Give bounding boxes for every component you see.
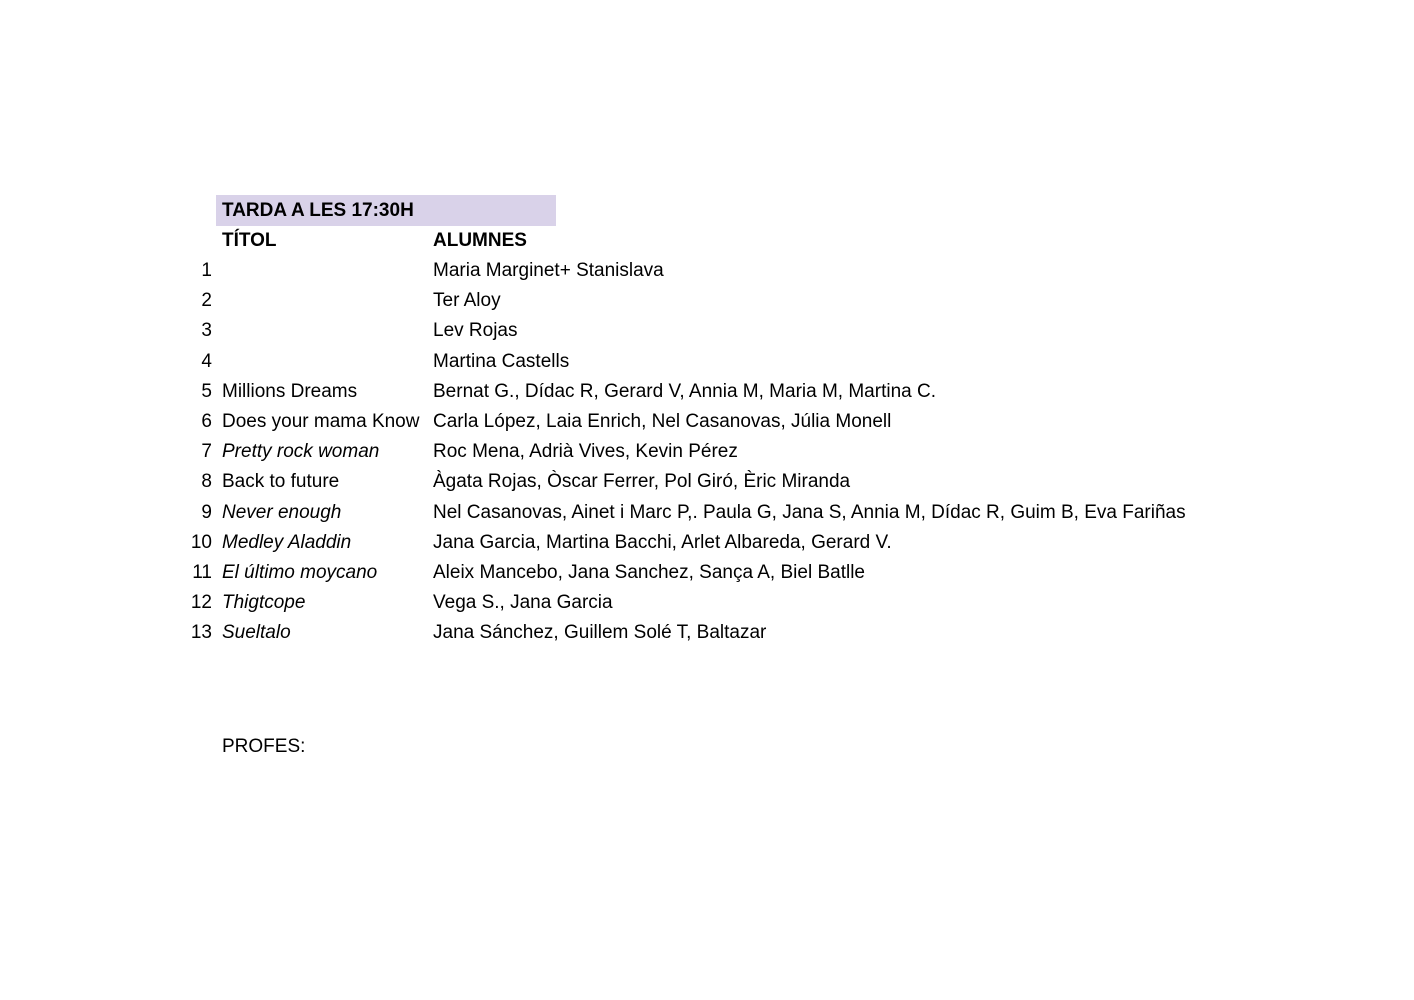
student-names: Jana Garcia, Martina Bacchi, Arlet Albareda, Gerard V. bbox=[433, 531, 892, 553]
table-row bbox=[0, 561, 1414, 591]
row-number: 4 bbox=[201, 350, 212, 372]
row-number: 11 bbox=[192, 561, 212, 583]
table-row bbox=[0, 319, 1414, 349]
student-names: Roc Mena, Adrià Vives, Kevin Pérez bbox=[433, 441, 738, 463]
song-title: Sueltalo bbox=[222, 622, 291, 644]
song-title: Millions Dreams bbox=[222, 380, 358, 402]
column-header-students: ALUMNES bbox=[433, 230, 527, 251]
row-number: 3 bbox=[201, 320, 212, 342]
table-row bbox=[0, 410, 1414, 440]
row-number: 5 bbox=[201, 380, 212, 402]
performance-list bbox=[0, 259, 1414, 651]
session-title: TARDA A LES 17:30H bbox=[222, 200, 414, 221]
table-row bbox=[0, 380, 1414, 410]
student-names: Vega S., Jana Garcia bbox=[433, 592, 613, 614]
row-number: 9 bbox=[201, 501, 212, 523]
student-names: Jana Sánchez, Guillem Solé T, Baltazar bbox=[433, 622, 767, 644]
table-row bbox=[0, 440, 1414, 470]
student-names: Nel Casanovas, Ainet i Marc P,. Paula G, Jana S, Annia M, Dídac R, Guim B, Eva Fariñas bbox=[433, 501, 1186, 523]
row-number: 2 bbox=[201, 290, 212, 312]
student-names: Bernat G., Dídac R, Gerard V, Annia M, Maria M, Martina C. bbox=[433, 380, 936, 402]
table-row bbox=[0, 501, 1414, 531]
student-names: Aleix Mancebo, Jana Sanchez, Sança A, Biel Batlle bbox=[433, 561, 865, 583]
student-names: Maria Marginet+ Stanislava bbox=[433, 260, 664, 281]
song-title: Does your mama Know bbox=[222, 410, 420, 432]
song-title: Back to future bbox=[222, 471, 340, 493]
column-header-title: TÍTOL bbox=[222, 230, 277, 251]
table-row bbox=[0, 289, 1414, 319]
row-number: 8 bbox=[201, 471, 212, 493]
song-title: El último moycano bbox=[222, 561, 378, 583]
row-number: 13 bbox=[190, 622, 212, 644]
student-names: Ter Aloy bbox=[433, 290, 501, 312]
row-number: 12 bbox=[190, 592, 212, 614]
table-row bbox=[0, 350, 1414, 380]
student-names: Carla López, Laia Enrich, Nel Casanovas, Júlia Monell bbox=[433, 410, 892, 432]
row-number: 10 bbox=[190, 531, 212, 553]
student-names: Àgata Rojas, Òscar Ferrer, Pol Giró, Èric Miranda bbox=[433, 471, 851, 493]
table-row bbox=[0, 621, 1414, 651]
teachers-label: PROFES: bbox=[222, 736, 306, 757]
song-title: Thigtcope bbox=[222, 592, 306, 614]
table-row bbox=[0, 259, 1414, 289]
row-number: 6 bbox=[201, 410, 212, 432]
table-row bbox=[0, 591, 1414, 621]
table-row bbox=[0, 470, 1414, 500]
row-number: 1 bbox=[201, 260, 212, 281]
song-title: Pretty rock woman bbox=[222, 441, 380, 463]
row-number: 7 bbox=[201, 441, 212, 463]
student-names: Lev Rojas bbox=[433, 320, 518, 342]
table-row bbox=[0, 531, 1414, 561]
song-title: Never enough bbox=[222, 501, 342, 523]
student-names: Martina Castells bbox=[433, 350, 570, 372]
song-title: Medley Aladdin bbox=[222, 531, 352, 553]
